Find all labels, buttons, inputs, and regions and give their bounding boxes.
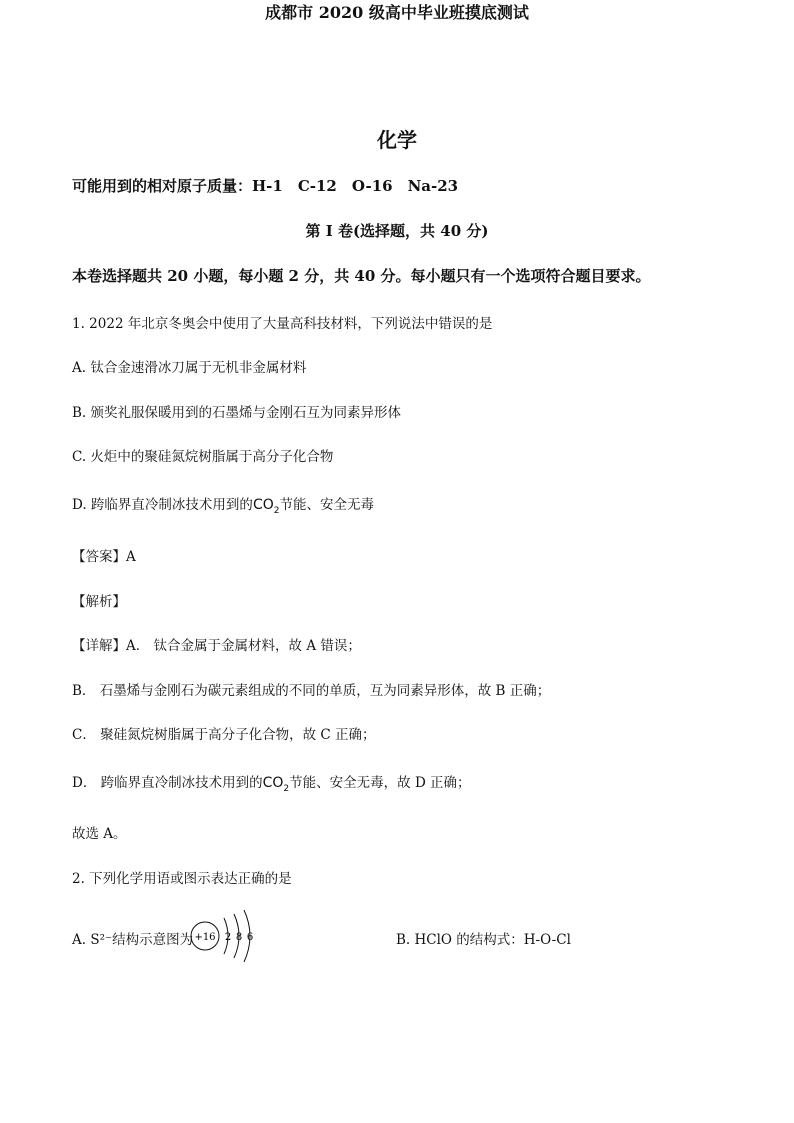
co2-formula: $CO_2$ bbox=[262, 775, 290, 794]
question-2-stem: 2. 下列化学用语或图示表达正确的是 bbox=[72, 871, 292, 887]
conclusion: 故选 A。 bbox=[72, 826, 127, 842]
detail-b: B． 石墨烯与金刚石为碳元素组成的不同的单质，互为同素异形体，故 B 正确； bbox=[72, 683, 551, 699]
section-title: 第 I 卷(选择题，共 40 分) bbox=[305, 222, 489, 240]
question-2-option-a: A. S²⁻结构示意图为 bbox=[72, 932, 194, 948]
question-1-option-d bbox=[72, 493, 374, 516]
sulfide-ion-structure-diagram bbox=[188, 910, 260, 964]
detail-d-text-before: D． 跨临界直冷制冰技术用到的 bbox=[72, 775, 263, 791]
atomic-masses: 可能用到的相对原子质量：H-1 C-12 O-16 Na-23 bbox=[72, 177, 459, 195]
question-1-option-a: A. 钛合金速滑冰刀属于无机非金属材料 bbox=[72, 360, 307, 376]
detail-a: 【详解】A． 钛合金属于金属材料，故 A 错误； bbox=[72, 638, 361, 654]
instructions: 本卷选择题共 20 小题，每小题 2 分，共 40 分。每小题只有一个选项符合题目要求。 bbox=[72, 267, 651, 285]
detail-d-text-after: 节能、安全无毒，故 D 正确； bbox=[289, 775, 471, 791]
question-2-option-b: B. HClO 的结构式：H-O-Cl bbox=[396, 932, 571, 948]
detail-c: C． 聚硅氮烷树脂属于高分子化合物，故 C 正确； bbox=[72, 727, 376, 743]
shell-2-electrons: 8 bbox=[235, 932, 243, 943]
option-d-text-after: 节能、安全无毒 bbox=[279, 497, 374, 513]
nucleus-charge: +16 bbox=[194, 932, 216, 943]
question-1-option-b: B. 颁奖礼服保暖用到的石墨烯与金刚石互为同素异形体 bbox=[72, 405, 402, 421]
shell-1-electrons: 2 bbox=[224, 932, 232, 943]
question-1-stem: 1. 2022 年北京冬奥会中使用了大量高科技材料，下列说法中错误的是 bbox=[72, 316, 493, 332]
shell-3-electrons: 6 bbox=[246, 932, 254, 943]
page-title: 成都市 2020 级高中毕业班摸底测试 bbox=[265, 3, 529, 22]
subject-title: 化学 bbox=[377, 128, 417, 152]
analysis-label: 【解析】 bbox=[72, 594, 126, 610]
co2-formula: $CO_2$ bbox=[252, 497, 280, 516]
answer: 【答案】A bbox=[72, 549, 136, 565]
detail-d bbox=[72, 771, 471, 794]
question-1-option-c: C. 火炬中的聚硅氮烷树脂属于高分子化合物 bbox=[72, 449, 334, 465]
option-d-text-before: D. 跨临界直冷制冰技术用到的 bbox=[72, 497, 253, 513]
